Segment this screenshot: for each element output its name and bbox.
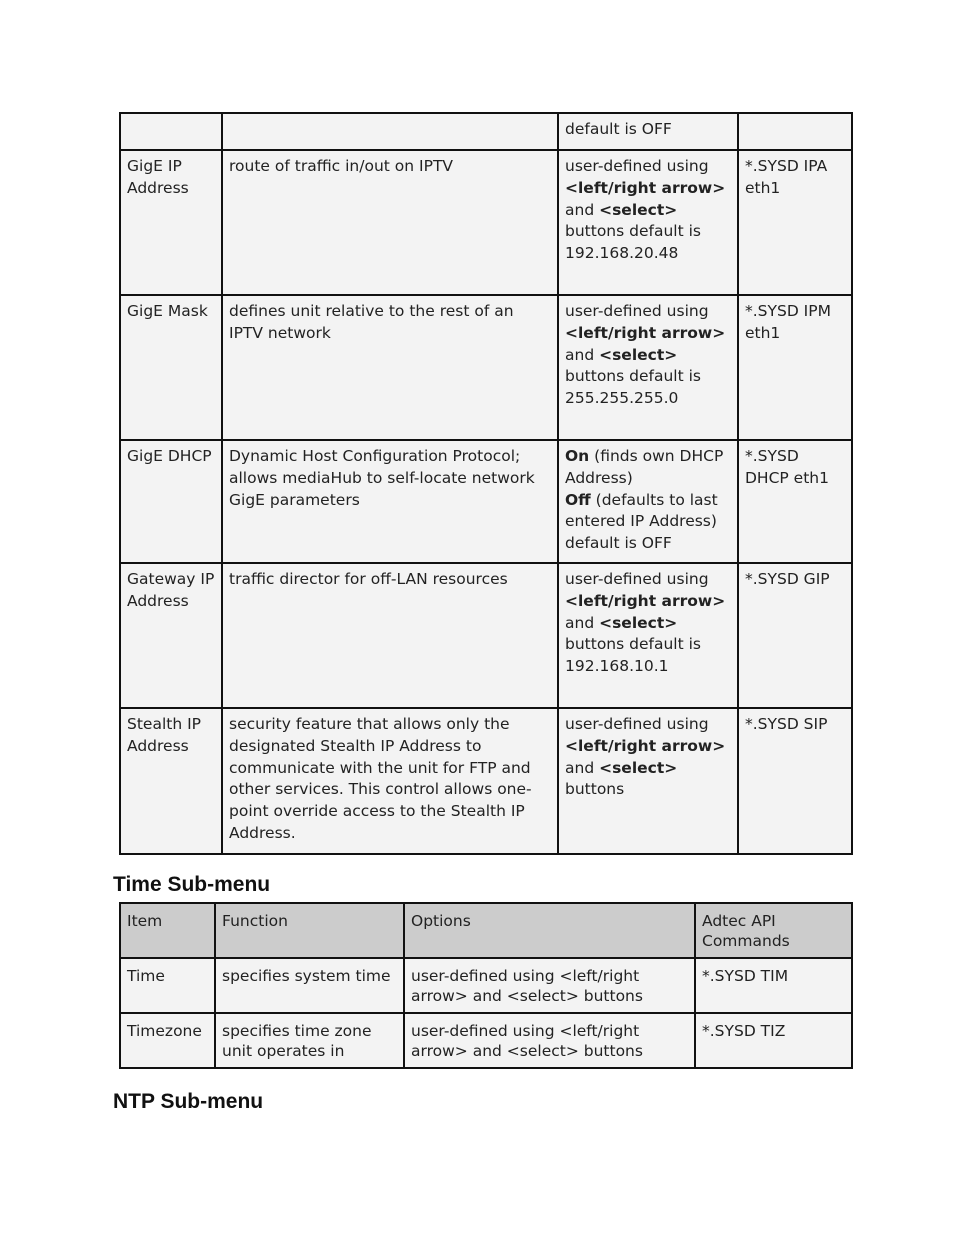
time-submenu-table — [119, 902, 853, 1069]
table-row — [120, 958, 852, 1013]
item-cell: GigE IP Address — [120, 150, 222, 295]
table-row — [120, 440, 852, 563]
header-api-commands: Adtec API Commands — [695, 903, 852, 958]
function-cell: traffic director for off-LAN resources — [222, 563, 558, 708]
options-cell: user-defined using <left/right arrow> and <select> buttons default is 192.168.10.1 — [558, 563, 738, 708]
table-row — [120, 1013, 852, 1068]
header-options: Options — [404, 903, 695, 958]
table-row — [120, 708, 852, 854]
time-submenu-heading: Time Sub-menu — [113, 873, 271, 896]
header-function: Function — [215, 903, 404, 958]
item-cell: GigE Mask — [120, 295, 222, 440]
api-command-cell: *.SYSD SIP — [738, 708, 852, 854]
item-cell: Gateway IP Address — [120, 563, 222, 708]
options-cell: default is OFF — [558, 113, 738, 150]
api-command-cell: *.SYSD IPA eth1 — [738, 150, 852, 295]
options-cell: On (finds own DHCP Address) Off (defaults to last entered IP Address) default is OFF — [558, 440, 738, 563]
ntp-submenu-heading: NTP Sub-menu — [113, 1090, 264, 1113]
item-cell: Timezone — [120, 1013, 215, 1068]
table-header-row — [120, 903, 852, 958]
api-command-cell: *.SYSD TIM — [695, 958, 852, 1013]
api-command-cell: *.SYSD IPM eth1 — [738, 295, 852, 440]
function-cell: Dynamic Host Configuration Protocol; allows mediaHub to self-locate network GigE parameters — [222, 440, 558, 563]
api-command-cell: *.SYSD GIP — [738, 563, 852, 708]
function-cell: specifies time zone unit operates in — [215, 1013, 404, 1068]
header-item: Item — [120, 903, 215, 958]
options-cell: user-defined using <left/right arrow> and <select> buttons default is 255.255.255.0 — [558, 295, 738, 440]
options-cell: user-defined using <left/right arrow> and <select> buttons — [404, 958, 695, 1013]
item-cell — [120, 113, 222, 150]
options-cell: user-defined using <left/right arrow> and <select> buttons — [558, 708, 738, 854]
options-cell: user-defined using <left/right arrow> and <select> buttons — [404, 1013, 695, 1068]
table-row — [120, 295, 852, 440]
table-row — [120, 150, 852, 295]
api-command-cell — [738, 113, 852, 150]
network-settings-table — [119, 112, 853, 855]
function-cell: defines unit relative to the rest of an IPTV network — [222, 295, 558, 440]
table-row — [120, 563, 852, 708]
function-cell: specifies system time — [215, 958, 404, 1013]
item-cell: Stealth IP Address — [120, 708, 222, 854]
function-cell — [222, 113, 558, 150]
api-command-cell: *.SYSD TIZ — [695, 1013, 852, 1068]
options-cell: user-defined using <left/right arrow> and <select> buttons default is 192.168.20.48 — [558, 150, 738, 295]
item-cell: GigE DHCP — [120, 440, 222, 563]
function-cell: route of traffic in/out on IPTV — [222, 150, 558, 295]
api-command-cell: *.SYSD DHCP eth1 — [738, 440, 852, 563]
function-cell: security feature that allows only the designated Stealth IP Address to communicate with the unit for FTP and other services. This control allows one-point override access to the Stealth IP Address. — [222, 708, 558, 854]
table-row — [120, 113, 852, 150]
item-cell: Time — [120, 958, 215, 1013]
